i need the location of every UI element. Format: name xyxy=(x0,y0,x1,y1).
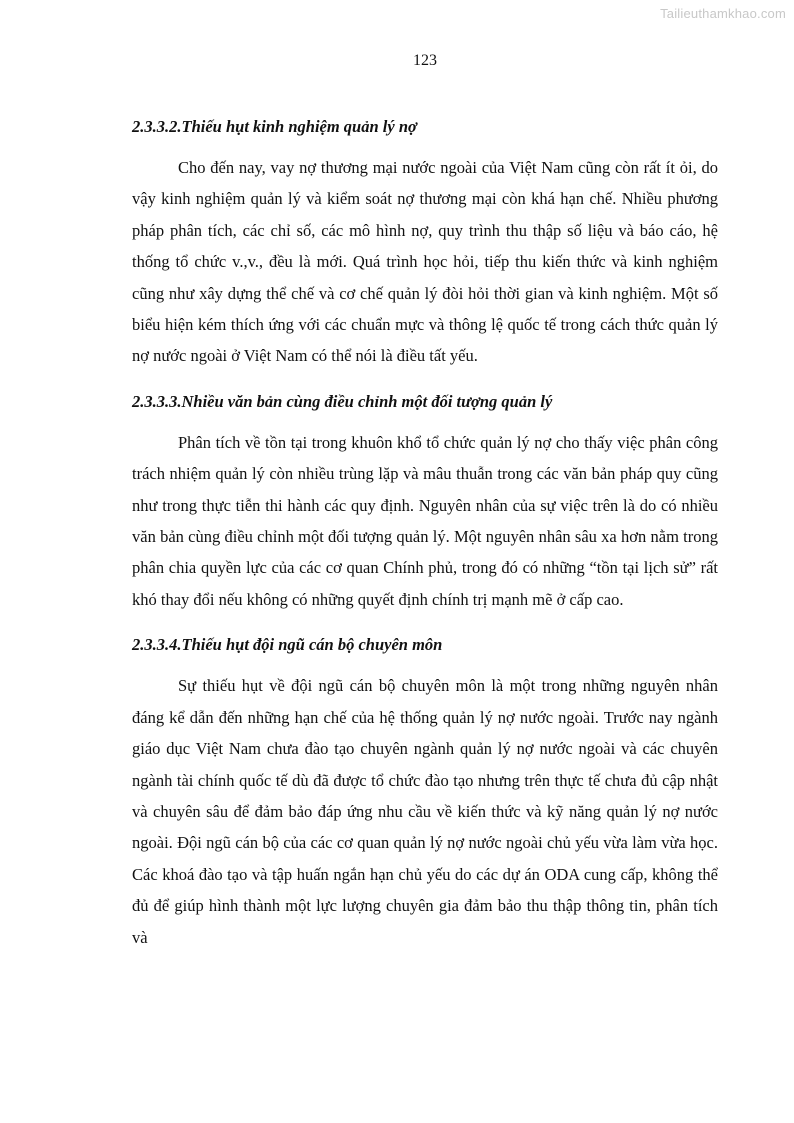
section-2-3-3-3 xyxy=(132,387,718,615)
section-2-3-3-2 xyxy=(132,112,718,372)
page-number: 123 xyxy=(413,52,437,69)
section-paragraph: Cho đến nay, vay nợ thương mại nước ngoài của Việt Nam cũng còn rất ít ỏi, do vậy kinh nghiệm quản lý và kiểm soát nợ thương mại còn khá hạn chế. Nhiều phương pháp phân tích, các chỉ số, các mô hình nợ, quy trình thu thập số liệu và báo cáo, hệ thống tổ chức v.,v., đều là mới. Quá trình học hỏi, tiếp thu kiến thức và kinh nghiệm cũng như xây dựng thể chế và cơ chế quản lý đòi hỏi thời gian và kinh nghiệm. Một số biểu hiện kém thích ứng với các chuẩn mực và thông lệ quốc tế trong cách thức quản lý nợ nước ngoài ở Việt Nam có thể nói là điều tất yếu. xyxy=(132,158,718,366)
section-2-3-3-4 xyxy=(132,630,718,953)
section-heading: 2.3.3.2.Thiếu hụt kinh nghiệm quản lý nợ xyxy=(132,117,417,136)
section-paragraph: Sự thiếu hụt về đội ngũ cán bộ chuyên môn là một trong những nguyên nhân đáng kể dẫn đến những hạn chế của hệ thống quản lý nợ nước ngoài. Trước nay ngành giáo dục Việt Nam chưa đào tạo chuyên ngành quản lý nợ nước ngoài và các chuyên ngành tài chính quốc tế dù đã được tổ chức đào tạo nhưng trên thực tế chưa đủ cập nhật và chuyên sâu để đảm bảo đáp ứng nhu cầu về kiến thức và kỹ năng quản lý nợ nước ngoài. Đội ngũ cán bộ của các cơ quan quản lý nợ nước ngoài chủ yếu vừa làm vừa học. Các khoá đào tạo và tập huấn ngắn hạn chủ yếu do các dự án ODA cung cấp, không thể đủ để giúp hình thành một lực lượng chuyên gia đảm bảo thu thập thông tin, phân tích và xyxy=(132,676,718,947)
watermark: Tailieuthamkhao.com xyxy=(660,6,786,21)
section-heading: 2.3.3.4.Thiếu hụt đội ngũ cán bộ chuyên môn xyxy=(132,635,443,655)
section-paragraph: Phân tích về tồn tại trong khuôn khổ tổ chức quản lý nợ cho thấy việc phân công trách nhiệm quản lý còn nhiều trùng lặp và mâu thuẫn trong các văn bản pháp quy cũng như trong thực tiễn thi hành các quy định. Nguyên nhân của sự việc trên là do có nhiều văn bản cùng điều chỉnh một đối tượng quản lý. Một nguyên nhân sâu xa hơn nằm trong phân chia quyền lực của các cơ quan Chính phủ, trong đó có những “tồn tại lịch sử” rất khó thay đổi nếu không có những quyết định chính trị mạnh mẽ ở cấp cao. xyxy=(132,432,718,609)
section-heading: 2.3.3.3.Nhiều văn bản cùng điều chỉnh một đối tượng quản lý xyxy=(132,391,553,411)
document-body xyxy=(132,112,718,968)
